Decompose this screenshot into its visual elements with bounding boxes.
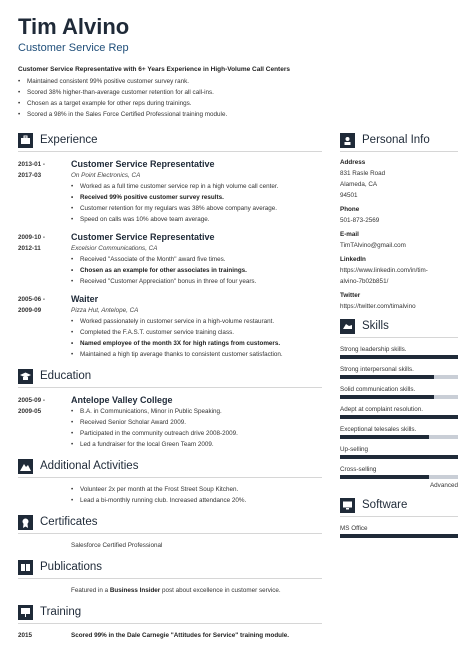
experience-entry	[18, 231, 322, 287]
candidate-title: Customer Service Rep	[18, 42, 129, 54]
skill-name: Strong leadership skills.	[340, 346, 407, 353]
list-item: • Worked as a full time customer service rep in a high volume call center.	[71, 181, 322, 192]
certificate-item: Salesforce Certified Professional	[71, 542, 163, 549]
entry-dates: 2005-09 - 2009-05	[18, 397, 45, 415]
section-title: Education	[40, 370, 92, 382]
company: Pizza Hut, Antelope, CA	[71, 307, 139, 314]
graduation-cap-icon	[18, 369, 33, 384]
email-link[interactable]: TimTAlvino@gmail.com	[340, 242, 406, 249]
skills-list	[340, 344, 458, 479]
skill-item	[340, 424, 458, 439]
skill-name: MS Office	[340, 525, 368, 532]
monitor-icon	[340, 498, 355, 513]
list-item: • Chosen as a target example for other reps during trainings.	[18, 98, 458, 109]
section-header-publications	[18, 557, 322, 579]
twitter-block: Twitter https://twitter.com/timalvino	[340, 291, 458, 312]
section-title: Experience	[40, 134, 98, 146]
hand-icon	[340, 319, 355, 334]
section-header-activities	[18, 456, 322, 478]
skill-item	[340, 404, 458, 419]
list-item: • Maintained consistent 99% positive customer survey rank.	[18, 76, 458, 87]
list-item: • Chosen as an example for other associates in trainings.	[71, 265, 322, 276]
list-item: • Scored 38% higher-than-average customer retention for all call-ins.	[18, 87, 458, 98]
phone-block: Phone 501-873-2569	[340, 206, 380, 224]
list-item: • Led a fundraiser for the local Green Team 2009.	[71, 439, 322, 450]
twitter-link[interactable]: https://twitter.com/timalvino	[340, 303, 416, 310]
skill-item	[340, 523, 458, 538]
briefcase-icon	[18, 133, 33, 148]
list-item: • Maintained a high tip average thanks to consistent customer satisfaction.	[71, 349, 322, 360]
list-item: • Worked passionately in customer service in a high-volume restaurant.	[71, 316, 322, 327]
skill-bar	[340, 475, 458, 479]
skill-bar-fill	[340, 534, 458, 538]
entry-dates: 2009-10 - 2012-11	[18, 234, 45, 252]
section-header-training	[18, 602, 322, 624]
list-item: • B.A. in Communications, Minor in Public Speaking.	[71, 406, 322, 417]
software-list	[340, 523, 458, 538]
entry-dates: 2005-06 - 2009-09	[18, 296, 45, 314]
school-name: Antelope Valley College	[71, 395, 173, 405]
summary-section	[18, 66, 458, 120]
skill-bar	[340, 355, 458, 359]
id-card-icon	[340, 133, 355, 148]
skill-bar	[340, 395, 458, 399]
list-item: • Volunteer 2x per month at the Frost Street Soup Kitchen.	[71, 484, 322, 495]
list-item: • Scored a 98% in the Sales Force Certified Professional training module.	[18, 109, 458, 120]
skill-level-label: Advanced	[429, 482, 458, 489]
side-column	[340, 130, 458, 543]
activities-list	[71, 484, 322, 506]
email-block: E-mail TimTAlvino@gmail.com	[340, 230, 458, 251]
certificate-icon	[18, 515, 33, 530]
company: Excelsior Communications, CA	[71, 245, 158, 252]
skill-item	[340, 364, 458, 379]
section-header-personal	[340, 130, 458, 152]
skill-bar-fill	[340, 375, 434, 379]
section-title: Certificates	[40, 516, 98, 528]
skill-name: Strong interpersonal skills.	[340, 366, 414, 373]
section-title: Training	[40, 606, 82, 618]
section-title: Skills	[362, 320, 389, 332]
skill-bar-fill	[340, 455, 458, 459]
publication-item: Featured in a Business Insider post about excellence in customer service.	[71, 587, 281, 594]
training-icon	[18, 605, 33, 620]
section-header-certificates	[18, 512, 322, 534]
company: On Point Electronics, CA	[71, 172, 141, 179]
list-item: • Lead a bi-monthly running club. Increased attendance 20%.	[71, 495, 322, 506]
list-item: • Received 99% positive customer survey results.	[71, 192, 322, 203]
section-header-skills	[340, 316, 458, 338]
skill-bar	[340, 435, 458, 439]
job-title: Customer Service Representative	[71, 159, 215, 169]
section-title: Additional Activities	[40, 460, 139, 472]
skill-name: Solid communication skills.	[340, 386, 416, 393]
skill-bar-fill	[340, 395, 434, 399]
skill-bar-fill	[340, 415, 458, 419]
candidate-name: Tim Alvino	[18, 14, 130, 39]
skill-bar-fill	[340, 435, 429, 439]
skill-bar-fill	[340, 475, 429, 479]
entry-dates: 2013-01 - 2017-03	[18, 161, 45, 179]
skill-name: Adept at complaint resolution.	[340, 406, 423, 413]
skill-name: Up-selling	[340, 446, 368, 453]
main-column	[18, 130, 322, 641]
list-item: • Received Senior Scholar Award 2009.	[71, 417, 322, 428]
section-title: Publications	[40, 561, 103, 573]
training-item	[18, 630, 322, 641]
experience-entry	[18, 158, 322, 225]
skill-name: Exceptional telesales skills.	[340, 426, 417, 433]
job-bullets	[71, 254, 322, 287]
book-icon	[18, 560, 33, 575]
list-item: • Customer retention for my regulars was 38% above company average.	[71, 203, 322, 214]
skill-bar	[340, 455, 458, 459]
list-item: • Completed the F.A.S.T. customer service training class.	[71, 327, 322, 338]
experience-entry	[18, 293, 322, 360]
list-item: • Participated in the community outreach drive 2008-2009.	[71, 428, 322, 439]
list-item: • Named employee of the month 3X for high ratings from customers.	[71, 338, 322, 349]
address-block: Address 831 Rasle Road Alameda, CA 94501	[340, 159, 386, 199]
section-title: Personal Info	[362, 134, 430, 146]
list-item: • Received "Associate of the Month" award five times.	[71, 254, 322, 265]
skill-bar	[340, 534, 458, 538]
skill-name: Cross-selling	[340, 466, 377, 473]
skill-item	[340, 464, 458, 479]
skill-bar-fill	[340, 355, 458, 359]
training-text: Scored 99% in the Dale Carnegie "Attitudes for Service" training module.	[71, 632, 290, 639]
job-bullets	[71, 316, 322, 360]
job-title: Customer Service Representative	[71, 232, 215, 242]
skill-item	[340, 344, 458, 359]
mountain-icon	[18, 459, 33, 474]
section-header-experience	[18, 130, 322, 152]
skill-bar	[340, 415, 458, 419]
skill-item	[340, 444, 458, 459]
list-item: • Received "Customer Appreciation" bonus in three of four years.	[71, 276, 322, 287]
list-item: • Speed on calls was 10% above team average.	[71, 214, 322, 225]
education-entry	[18, 394, 322, 450]
linkedin-block: LinkedIn https://www.linkedin.com/in/tim- alvino-7b02b851/	[340, 255, 458, 287]
section-header-education	[18, 366, 322, 388]
section-header-software	[340, 495, 458, 517]
linkedin-link[interactable]: https://www.linkedin.com/in/tim- alvino-7b02b851/	[340, 267, 428, 285]
skill-bar	[340, 375, 458, 379]
skill-item	[340, 384, 458, 399]
education-bullets	[71, 406, 322, 450]
job-title: Waiter	[71, 294, 99, 304]
training-date: 2015	[18, 632, 33, 639]
job-bullets	[71, 181, 322, 225]
summary-heading: Customer Service Representative with 6+ Years Experience in High-Volume Call Centers	[18, 66, 290, 73]
section-title: Software	[362, 499, 408, 511]
summary-list	[18, 76, 458, 120]
